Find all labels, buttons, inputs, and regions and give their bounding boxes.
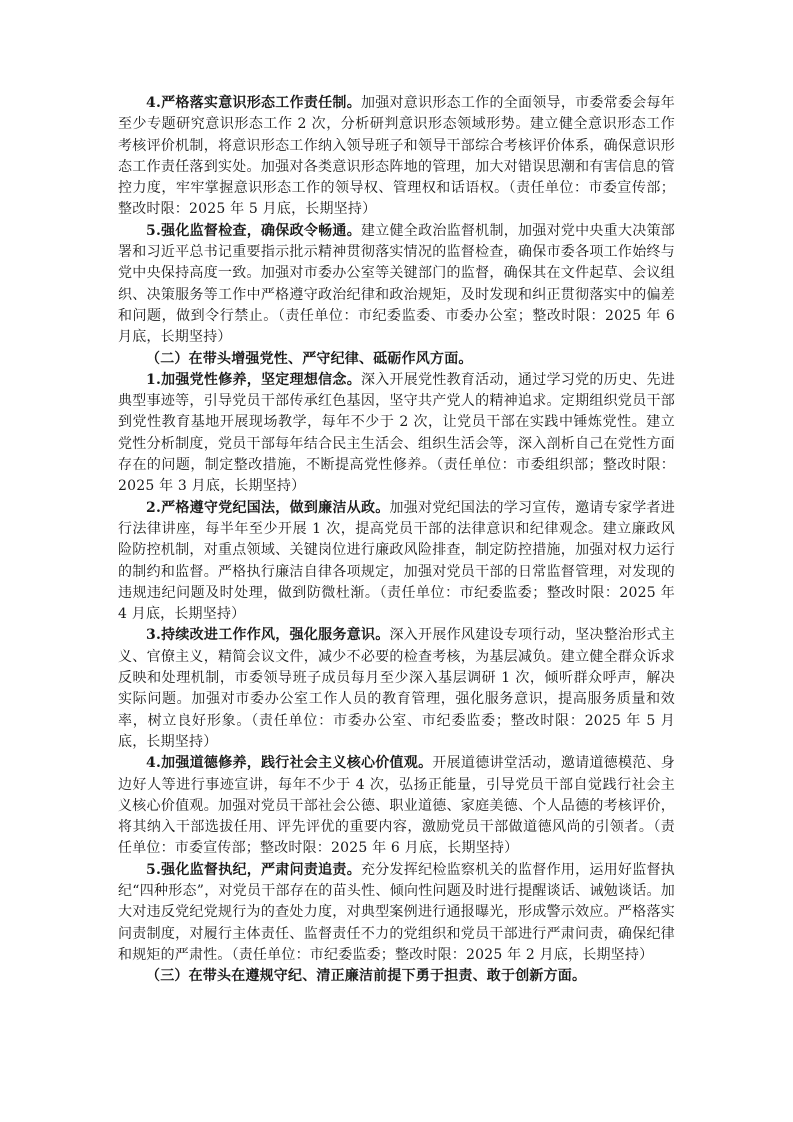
paragraph-lead: 2.严格遵守党纪国法，做到廉洁从政。 — [146, 499, 390, 516]
document-body — [118, 93, 675, 987]
paragraph-accountability — [118, 860, 675, 966]
paragraph-lead: 1.加强党性修养，坚定理想信念。 — [146, 371, 361, 388]
paragraph-lead: 4.严格落实意识形态工作责任制。 — [146, 95, 361, 111]
section-heading-two: （二）在带头增强党性、严守纪律、砥砺作风方面。 — [146, 350, 473, 367]
paragraph-text: 建立健全政治监督机制，加强对党中央重大决策部署和习近平总书记重要指示批示精神贯彻落实情况的监督检查，确保市委各项工作始终与党中央保持高度一致。加强对市委办公室等关键部门的监督，确保其在文件起草、会议组织、决策服务等工作中严格遵守政治纪律和政治规矩，及时发现和纠正贯彻落实中的偏差和问题，做到令行禁止。（责任单位：市纪委监委、市委办公室；整改时限：2025 年 6 月底，长期坚持） — [118, 222, 675, 346]
paragraph-lead: 5.强化监督检查，确保政令畅通。 — [146, 222, 361, 239]
paragraph-text: 开展道德讲堂活动，邀请道德模范、身边好人等进行事迹宣讲，每年不少于 4 次，弘扬正能量，引导党员干部自觉践行社会主义核心价值观。加强对党员干部社会公德、职业道德、家庭美德、个人品德的考核评价，将其纳入干部选拔任用、评先评优的重要内容，激励党员干部做道德风尚的引领者。（责任单位：市委宣传部；整改时限：2025 年 6 月底，长期坚持） — [118, 755, 675, 857]
paragraph-lead: 5.强化监督执纪，严肃问责追责。 — [146, 861, 361, 878]
paragraph-text: 深入开展党性教育活动，通过学习党的历史、先进典型事迹等，引导党员干部传承红色基因，坚守共产党人的精神追求。定期组织党员干部到党性教育基地开展现场教学，每年不少于 2 次，让党员干部在实践中锤炼党性。建立党性分析制度，党员干部每年结合民主生活会、组织生活会等，深入剖析自己在党性方面存在的问题，制定整改措施，不断提高党性修养。（责任单位：市委组织部；整改时限：2025 年 3 月底，长期坚持） — [118, 371, 675, 495]
paragraph-party-spirit — [118, 370, 675, 498]
paragraph-discipline-law — [118, 498, 675, 626]
paragraph-text: 深入开展作风建设专项行动，坚决整治形式主义、官僚主义，精简会议文件，减少不必要的检查考核，为基层减负。建立健全群众诉求反映和处理机制，市委领导班子成员每月至少深入基层调研 1 次，倾听群众呼声，解决实际问题。加强对市委办公室工作人员的教育管理，强化服务意识，提高服务质量和效率，树立良好形象。（责任单位：市委办公室、市纪委监委；整改时限：2025 年 5 月底，长期坚持） — [118, 627, 675, 750]
section-heading-three: （三）在带头在遵规守纪、清正廉洁前提下勇于担责、敢于创新方面。 — [146, 968, 587, 985]
paragraph-supervision-inspection — [118, 221, 675, 349]
paragraph-moral-cultivation — [118, 753, 675, 859]
paragraph-text: 加强对党纪国法的学习宣传，邀请专家学者进行法律讲座，每半年至少开展 1 次，提高党员干部的法律意识和纪律观念。建立廉政风险防控机制，对重点领域、关键岗位进行廉政风险排查，制定防控措施，加强对权力运行的制约和监督。严格执行廉洁自律各项规定，加强对党员干部的日常监督管理，对发现的违规违纪问题及时处理，做到防微杜渐。（责任单位：市纪委监委；整改时限：2025 年 4 月底，长期坚持） — [118, 499, 675, 623]
paragraph-work-style — [118, 625, 675, 753]
paragraph-ideology-responsibility — [118, 93, 675, 221]
paragraph-text: 充分发挥纪检监察机关的监督作用，运用好监督执纪“四种形态”，对党员干部存在的苗头性、倾向性问题及时进行提醒谈话、诫勉谈话。加大对违反党纪党规行为的查处力度，对典型案例进行通报曝光，形成警示效应。严格落实问责制度，对履行主体责任、监督责任不力的党组织和党员干部进行严肃问责，确保纪律和规矩的严肃性。（责任单位：市纪委监委；整改时限：2025 年 2 月底，长期坚持） — [118, 861, 675, 963]
paragraph-text: 加强对意识形态工作的全面领导，市委常委会每年至少专题研究意识形态工作 2 次，分析研判意识形态领域形势。建立健全意识形态工作考核评价机制，将意识形态工作纳入领导班子和领导干部综合考核评价体系，确保意识形态工作责任落到实处。加强对各类意识形态阵地的管理，加大对错误思潮和有害信息的管控力度，牢牢掌握意识形态工作的领导权、管理权和话语权。（责任单位：市委宣传部；整改时限：2025 年 5 月底，长期坚持） — [118, 95, 675, 218]
paragraph-lead: 4.加强道德修养，践行社会主义核心价值观。 — [146, 755, 433, 772]
paragraph-lead: 3.持续改进工作作风，强化服务意识。 — [146, 627, 390, 644]
